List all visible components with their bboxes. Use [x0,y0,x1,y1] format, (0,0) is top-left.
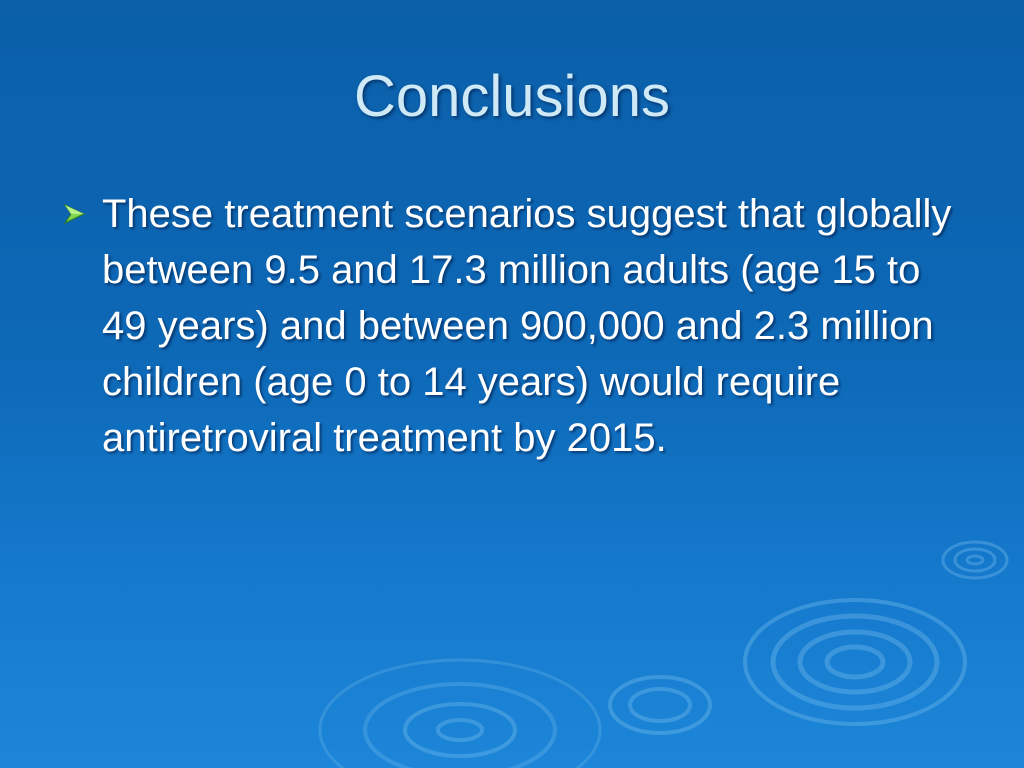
bullet-list [62,186,962,466]
arrow-bullet-icon [62,203,88,225]
bullet-text: These treatment scenarios suggest that globally between 9.5 and 17.3 million adults (age 15 to 49 years) and between 900,000 and 2.3 million children (age 0 to 14 years) would require antiretroviral treatment by 2015. [102,192,952,460]
slide-title: Conclusions [354,64,670,129]
bullet-item [62,186,962,466]
